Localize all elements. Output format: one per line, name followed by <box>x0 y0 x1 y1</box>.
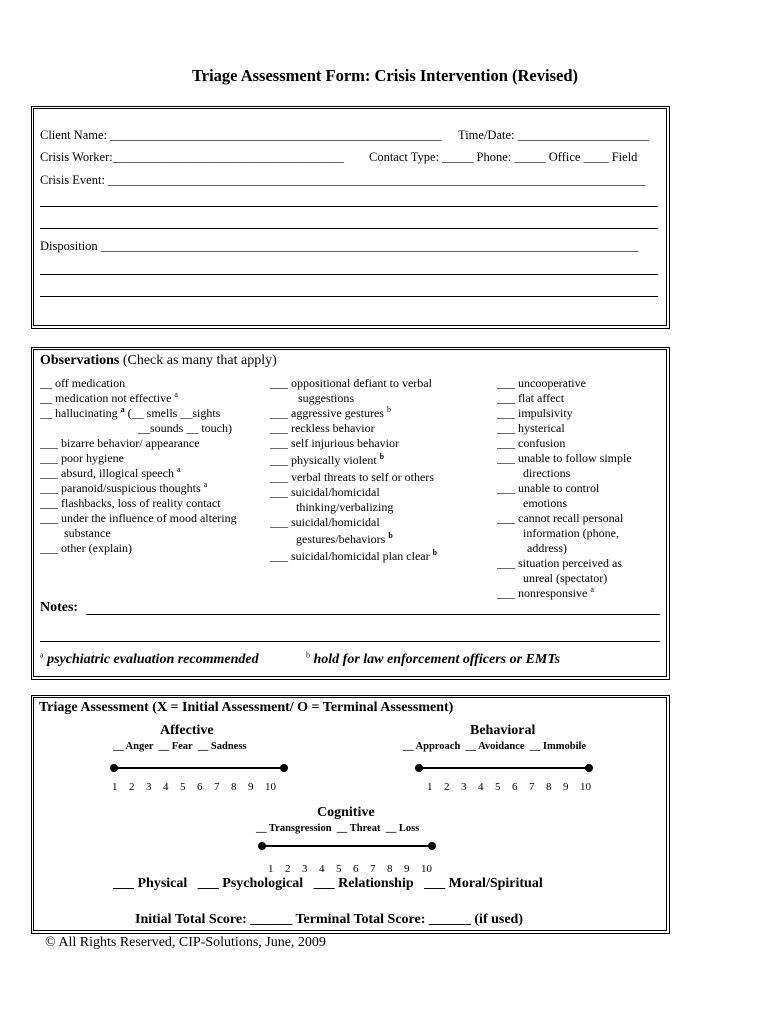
affective-scale-end[interactable] <box>280 764 288 772</box>
observations-col-2 <box>270 376 437 564</box>
obs-suicidal-gestures-cont: gestures/behaviors $^b$ <box>296 531 393 546</box>
cognitive-scale-numbers[interactable]: 1 2 3 4 5 6 7 8 9 10 <box>268 863 432 875</box>
notes-line-1[interactable] <box>86 614 660 615</box>
obs-mood-altering[interactable]: ___ under the influence of mood altering <box>40 511 237 525</box>
affective-scale-line <box>114 767 284 769</box>
observations-col-1 <box>40 376 237 556</box>
cognitive-scale-end[interactable] <box>428 842 436 850</box>
obs-verbal-threats[interactable]: ___ verbal threats to self or others <box>270 470 434 484</box>
affective-scale-start <box>110 764 118 772</box>
obs-impulsivity[interactable]: ___ impulsivity <box>497 406 573 420</box>
obs-mood-altering-cont: substance <box>64 526 111 540</box>
footnote-b: $^b$ hold for law enforcement officers or EMTs <box>306 650 561 667</box>
obs-paranoid-thoughts[interactable]: ___ paranoid/suspicious thoughts $^a$ <box>40 480 208 495</box>
time-date-field[interactable]: Time/Date: _____________________ <box>458 128 649 142</box>
obs-self-injurious[interactable]: ___ self injurious behavior <box>270 436 399 450</box>
obs-suicidal-gestures[interactable]: ___ suicidal/homicidal <box>270 515 380 529</box>
obs-suicidal-thinking-cont: thinking/verbalizing <box>296 500 394 514</box>
behavioral-options[interactable]: __ Approach __ Avoidance __ Immobile <box>403 741 587 752</box>
obs-oppositional-cont: suggestions <box>298 391 355 405</box>
page-title: Triage Assessment Form: Crisis Intervention (Revised) <box>191 66 578 85</box>
obs-unable-follow[interactable]: ___ unable to follow simple <box>497 451 632 465</box>
affective-scale-numbers[interactable]: 1 2 3 4 5 6 7 8 9 10 <box>112 781 276 793</box>
obs-suicidal-thinking[interactable]: ___ suicidal/homicidal <box>270 485 380 499</box>
observations-heading: Observations (Check as many that apply) <box>40 353 277 368</box>
obs-reckless-behavior[interactable]: ___ reckless behavior <box>270 421 375 435</box>
obs-medication-not-effective[interactable]: __ medication not effective $^a$ <box>40 390 178 405</box>
obs-suicidal-plan[interactable]: ___ suicidal/homicidal plan clear $^b$ <box>270 548 438 563</box>
obs-nonresponsive[interactable]: ___ nonresponsive $^a$ <box>497 585 594 600</box>
obs-confusion[interactable]: ___ confusion <box>497 436 566 450</box>
cognitive-scale-line <box>262 845 432 847</box>
obs-flashbacks[interactable]: ___ flashbacks, loss of reality contact <box>40 496 221 510</box>
client-name-field[interactable]: Client Name: _____________________________________________________ <box>40 128 442 142</box>
obs-flat-affect[interactable]: ___ flat affect <box>497 391 565 405</box>
obs-unable-follow-cont: directions <box>523 466 571 480</box>
observations-col-3 <box>497 376 632 601</box>
obs-situation-unreal-cont: unreal (spectator) <box>523 571 608 585</box>
notes-line-2[interactable] <box>40 641 660 642</box>
obs-uncooperative[interactable]: ___ uncooperative <box>497 376 586 390</box>
obs-hallucinating-cont: __sounds __ touch) <box>138 421 232 435</box>
obs-unable-control-cont: emotions <box>523 496 567 510</box>
obs-bizarre-behavior[interactable]: ___ bizarre behavior/ appearance <box>40 436 200 450</box>
obs-situation-unreal[interactable]: ___ situation perceived as <box>497 556 622 570</box>
total-scores[interactable]: Initial Total Score: ______ Terminal Total Score: ______ (if used) <box>135 912 524 927</box>
obs-hysterical[interactable]: ___ hysterical <box>497 421 565 435</box>
obs-absurd-speech[interactable]: ___ absurd, illogical speech $^a$ <box>40 465 181 480</box>
triage-heading: Triage Assessment (X = Initial Assessment/ O = Terminal Assessment) <box>39 700 454 715</box>
behavioral-title: Behavioral <box>470 723 536 738</box>
obs-oppositional[interactable]: ___ oppositional defiant to verbal <box>270 376 432 390</box>
notes-label: Notes: <box>40 600 79 615</box>
cognitive-scale-start <box>258 842 266 850</box>
obs-cannot-recall-cont-2: address) <box>527 541 567 555</box>
obs-poor-hygiene[interactable]: ___ poor hygiene <box>40 451 124 465</box>
obs-other[interactable]: ___ other (explain) <box>40 541 132 555</box>
disposition-line-2[interactable] <box>40 274 658 275</box>
obs-physically-violent[interactable]: ___ physically violent $^b$ <box>270 452 385 467</box>
obs-cannot-recall-cont: information (phone, <box>523 526 619 540</box>
obs-hallucinating[interactable]: __ hallucinating $^a$ (__ smells __sights <box>40 405 221 420</box>
affective-options[interactable]: __ Anger __ Fear __ Sadness <box>113 741 247 752</box>
contact-type-field[interactable]: Contact Type: _____ Phone: _____ Office ____ Field <box>369 150 638 164</box>
crisis-event-line-2[interactable] <box>40 206 658 207</box>
crisis-worker-field[interactable]: Crisis Worker:_____________________________________ <box>40 150 344 164</box>
copyright-footer: © All Rights Reserved, CIP-Solutions, June, 2009 <box>45 935 326 950</box>
crisis-event-line-3[interactable] <box>40 228 658 229</box>
domain-checklist[interactable]: ___ Physical ___ Psychological ___ Relationship ___ Moral/Spiritual <box>113 876 543 891</box>
cognitive-options[interactable]: __ Transgression __ Threat __ Loss <box>256 823 420 834</box>
footnote-a: $^a$ psychiatric evaluation recommended <box>40 650 259 667</box>
behavioral-scale-end[interactable] <box>585 764 593 772</box>
disposition-field[interactable]: Disposition ______________________________________________________________________________________ <box>40 239 639 253</box>
cognitive-title: Cognitive <box>317 805 375 820</box>
behavioral-scale-line <box>419 767 589 769</box>
obs-off-medication[interactable]: __ off medication <box>40 376 126 390</box>
disposition-line-3[interactable] <box>40 296 658 297</box>
behavioral-scale-numbers[interactable]: 1 2 3 4 5 6 7 8 9 10 <box>427 781 591 793</box>
obs-cannot-recall[interactable]: ___ cannot recall personal <box>497 511 624 525</box>
crisis-event-field[interactable]: Crisis Event: ______________________________________________________________________________________ <box>40 173 646 187</box>
affective-title: Affective <box>160 723 214 738</box>
obs-unable-control[interactable]: ___ unable to control <box>497 481 600 495</box>
obs-aggressive-gestures[interactable]: ___ aggressive gestures $^b$ <box>270 405 391 420</box>
behavioral-scale-start <box>415 764 423 772</box>
